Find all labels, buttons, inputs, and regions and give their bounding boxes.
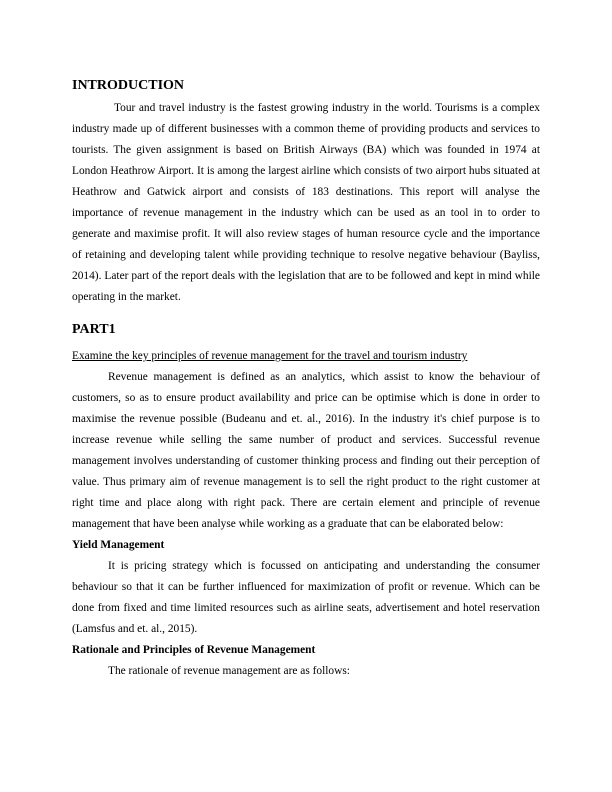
introduction-paragraph: Tour and travel industry is the fastest growing industry in the world. Tourisms is a complex industry made up of different businesses with a common theme of providing products and services to tourists. The given assignment is based on British Airways (BA) which was founded in 1974 at London Heathrow Airport. It is among the largest airline which consists of two airport hubs situated at Heathrow and Gatwick airport and consists of 183 destinations. This report will analyse the importance of revenue management in the industry which can be used as an tool in to order to generate and maximise profit. It will also review stages of human resource cycle and the importance of retaining and developing talent while providing technique to resolve negative behaviour (Bayliss, 2014). Later part of the report deals with the legislation that are to be followed and kept in mind while operating in the market. — [72, 102, 540, 303]
page-content — [72, 76, 540, 682]
yield-management-heading: Yield Management — [72, 539, 165, 551]
introduction-heading: INTRODUCTION — [72, 78, 185, 93]
rationale-paragraph: The rationale of revenue management are as follows: — [108, 665, 350, 677]
part1-subheading: Examine the key principles of revenue management for the travel and tourism industry — [72, 350, 468, 362]
yield-management-paragraph: It is pricing strategy which is focussed on anticipating and understanding the consumer behaviour so that it can be further influenced for maximization of profit or revenue. Which can be done from fixed and time limited resources such as airline seats, advertisement and hotel reservation (Lamsfus and et. al., 2015). — [72, 560, 540, 635]
part1-heading: PART1 — [72, 322, 116, 337]
part1-paragraph: Revenue management is defined as an analytics, which assist to know the behaviour of customers, so as to ensure product availability and price can be optimise which is done in order to maximise the revenue possible (Budeanu and et. al., 2016). In the industry it's chief purpose is to increase revenue while selling the same number of product and services. Successful revenue management involves understanding of customer thinking process and finding out their perception of value. Thus primary aim of revenue management is to sell the right product to the right customer at right time and place along with right pack. There are certain element and principle of revenue management that have been analyse while working as a graduate that can be elaborated below: — [72, 371, 540, 530]
rationale-heading: Rationale and Principles of Revenue Management — [72, 644, 316, 656]
